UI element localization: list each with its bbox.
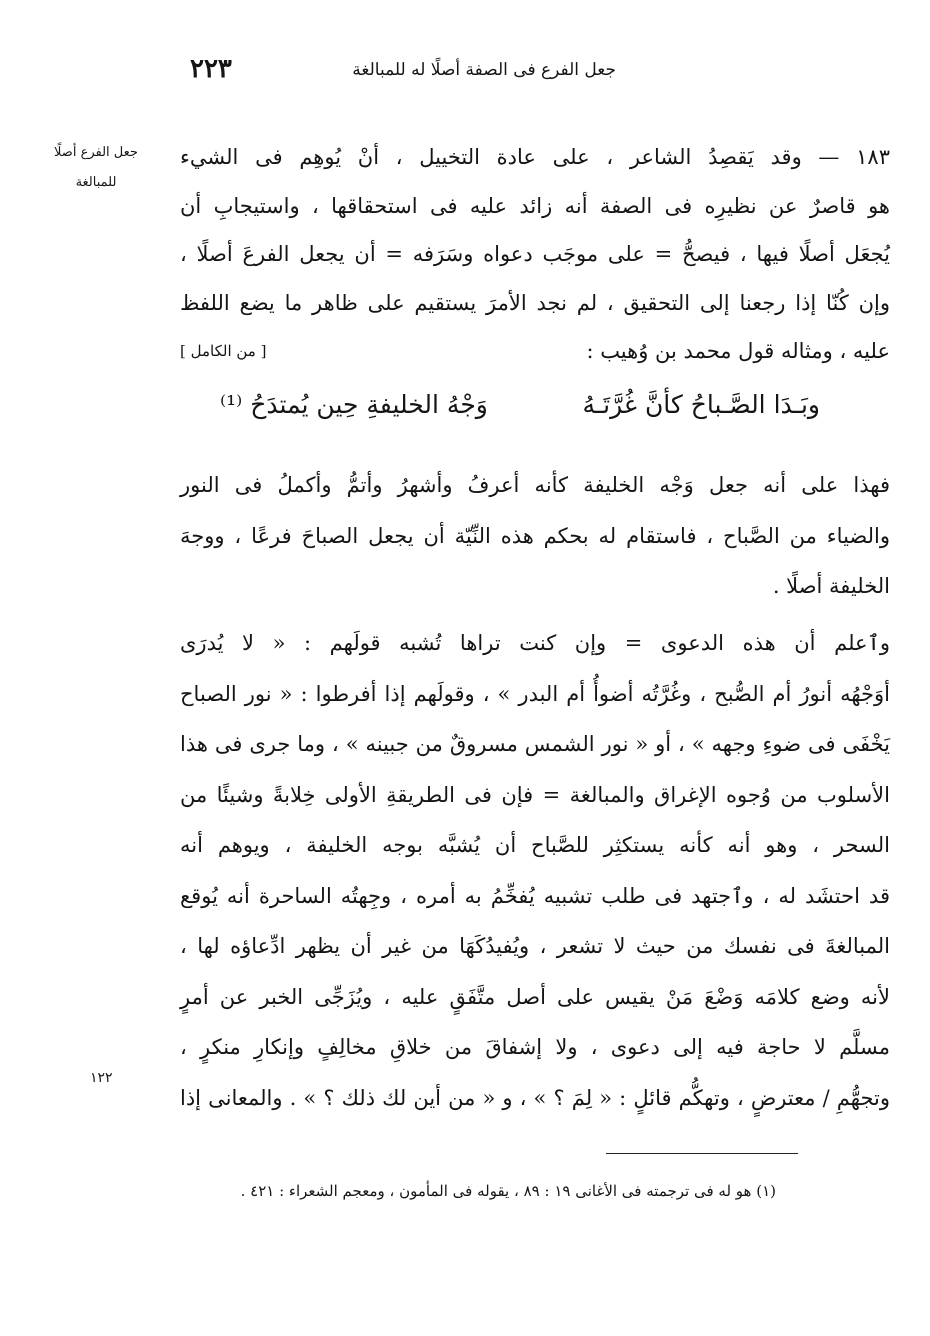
text-line: الأسلوب من وُجوه الإغراق والمبالغة = فإن فى الطريقةِ الأولى خِلابةً وشيئًا من — [180, 782, 890, 807]
text-line: وإن كُنّا إذا رجعنا إلى التحقيق ، لم نجد الأمرَ يستقيم على ظاهر ما يضع اللفظ — [180, 290, 890, 315]
text-line: عليه ، ومثاله قول محمد بن وُهيب : — [586, 339, 890, 363]
text-line: وتجهُّمِ / معترضٍ ، وتهكُّم قائلٍ : « لِمَ ؟ » ، و « من أين لك ذلك ؟ » . والمعانى إذا — [180, 1085, 890, 1110]
margin-reference-number: ١٢٢ — [90, 1070, 113, 1086]
text-line: ١٨٣ — وقد يَقصِدُ الشاعر ، على عادة التخييل ، أنْ يُوهِم فى الشيء — [180, 145, 890, 169]
verse-second-hemistich: وَجْهُ الخليفةِ حِين يُمتدَحُ ⁽¹⁾ — [220, 390, 488, 419]
text-line: أوَجْهُه أنورُ أم الصُّبح ، وغُرَّتُه أضوأُ أم البدر » ، وقولَهم إذا أفرطوا : « نور الصباح — [180, 681, 890, 706]
text-line: الخليفة أصلًا . — [772, 574, 890, 598]
margin-note-line: جعل الفرع أصلًا — [54, 145, 138, 160]
text-line-with-meter — [180, 327, 890, 376]
page-number: ٢٢٣ — [190, 54, 232, 84]
text-line: مسلَّم لا حاجة فيه إلى دعوى ، ولا إشفاقَ من خلاقِ مخالِفٍ وإنكارِ منكرٍ ، — [180, 1035, 890, 1059]
page-header — [190, 54, 616, 94]
paragraph-3 — [180, 618, 890, 1123]
paragraph-2 — [180, 460, 890, 612]
poetry-verse — [220, 390, 820, 434]
text-line: يُجعَل أصلًا فيها ، فيصحُّ = على موجَب دعواه وسَرَفه = أن يجعل الفرعَ أصلًا ، — [180, 242, 890, 266]
paragraph-1 — [180, 133, 890, 376]
footnote: (١) هو له فى ترجمته فى الأغانى ١٩ : ٨٩ ، يقوله فى المأمون ، ومعجم الشعراء : ٤٢١ . — [240, 1182, 776, 1200]
text-line: هو قاصرٌ عن نظيرِه فى الصفة أنه زائد عليه فى استحقاقها ، واستيجابِ أن — [180, 193, 890, 218]
text-line: والضياء من الصَّباح ، فاستقام له بحكم هذه النِّيّة أن يجعل الصباحَ فرعًا ، ووجهَ — [180, 523, 890, 548]
verse-first-hemistich: وبَـدَا الصَّـباحُ كأنَّ غُرَّتَـهُ — [582, 390, 820, 419]
footnote-divider — [606, 1153, 798, 1154]
text-line: وٱعلم أن هذه الدعوى = وإن كنت تراها تُشبه قولَهم : « لا يُدرَى — [180, 631, 890, 655]
margin-note-line: للمبالغة — [75, 175, 117, 190]
text-line: يَخْفَى فى ضوءِ وجهه » ، أو « نور الشمس مسروقٌ من جبينه » ، وما جرى فى هذا — [180, 732, 890, 756]
text-line: السحر ، وهو أنه كأنه يستكثِر للصَّباح أن يُشبَّه بوجه الخليفة ، ويوهم أنه — [180, 833, 890, 857]
text-line: قد احتشَد له ، وٱجتهد فى طلب تشبيه يُفخِّمُ به أمره ، وجِهتُه الساحرة أنه يُوقع — [180, 883, 890, 908]
text-line: لأنه وضع كلامَه وَضْعَ مَنْ يقيس على أصل متَّفَقٍ عليه ، ويُزَجِّى الخبر عن أمرٍ — [180, 984, 890, 1009]
text-line: فهذا على أنه جعل وَجْه الخليفة كأنه أعرفُ وأشهرُ وأتمُّ وأكملُ فى النور — [180, 473, 890, 497]
text-line: المبالغةَ فى نفسك من حيث لا تشعر ، ويُفيدُكَهَا من غير أن يظهر ادِّعاؤه لها ، — [180, 934, 890, 958]
margin-section-note — [50, 138, 142, 198]
meter-tag: [ من الكامل ] — [180, 342, 267, 360]
running-title: جعل الفرع فى الصفة أصلًا له للمبالغة — [352, 60, 616, 80]
